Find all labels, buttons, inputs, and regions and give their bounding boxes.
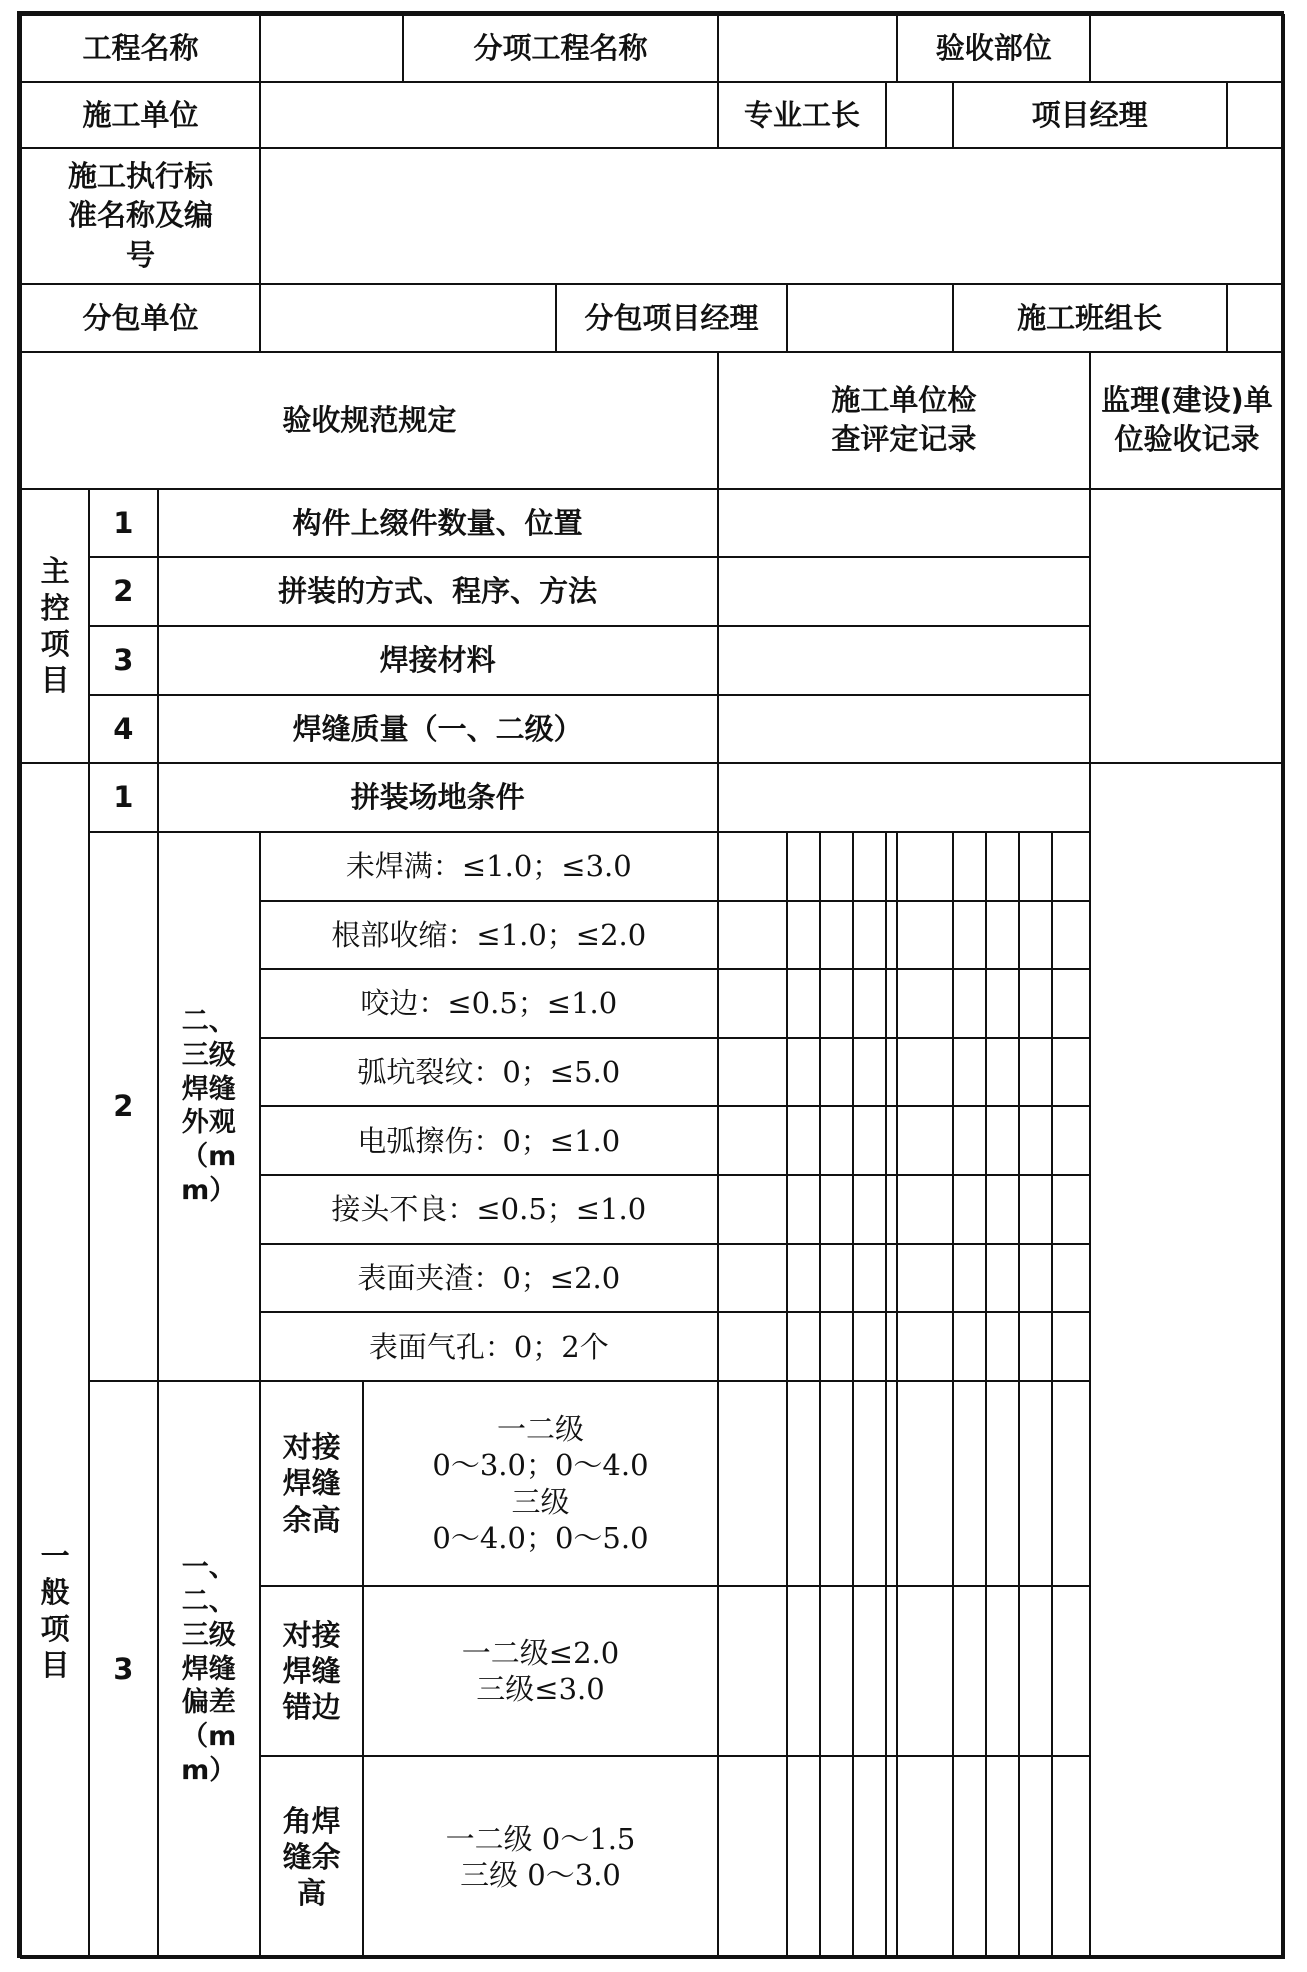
check-cell[interactable] — [1019, 1756, 1052, 1958]
spec-column-header: 验收规范规定 — [21, 352, 718, 488]
sub-project-name-label: 分项工程名称 — [403, 15, 717, 82]
check-cell[interactable] — [886, 832, 897, 901]
main-control-item: 焊接材料 — [158, 626, 718, 695]
check-cell[interactable] — [886, 1586, 897, 1756]
check-cell[interactable] — [886, 1756, 897, 1958]
team-leader-value[interactable] — [1227, 284, 1284, 353]
criterion-line: 一二级 0～1.5 — [445, 1821, 636, 1856]
check-cell[interactable] — [1052, 1038, 1090, 1107]
general-item: 拼装场地条件 — [158, 763, 718, 832]
check-cell[interactable] — [820, 1312, 853, 1381]
check-cell[interactable] — [820, 1106, 853, 1175]
weld-appearance-criterion: 弧坑裂纹：0；≤5.0 — [260, 1038, 718, 1107]
criterion-line: 0～4.0；0～5.0 — [432, 1520, 649, 1555]
check-cell[interactable] — [787, 1038, 820, 1107]
main-control-label — [21, 489, 89, 764]
project-manager-label: 项目经理 — [953, 82, 1227, 149]
check-cell[interactable] — [1052, 1586, 1090, 1756]
check-cell[interactable] — [718, 1586, 787, 1756]
general-item-no: 3 — [89, 1381, 157, 1958]
check-cell[interactable] — [886, 1106, 897, 1175]
criterion-line: 0～3.0；0～4.0 — [432, 1448, 649, 1483]
check-cell[interactable] — [853, 1038, 886, 1107]
check-cell[interactable] — [953, 969, 986, 1038]
check-cell[interactable] — [953, 1038, 986, 1107]
check-cell[interactable] — [853, 1106, 886, 1175]
check-cell[interactable] — [1019, 901, 1052, 970]
check-cell[interactable] — [1052, 1381, 1090, 1586]
check-cell[interactable] — [853, 1175, 886, 1244]
acceptance-form-table — [20, 14, 1285, 1959]
check-cell[interactable] — [853, 1381, 886, 1586]
check-cell[interactable] — [1019, 832, 1052, 901]
acceptance-part-label: 验收部位 — [897, 15, 1090, 82]
check-cell[interactable] — [897, 1381, 952, 1586]
check-cell[interactable] — [718, 1038, 787, 1107]
deviation-name — [260, 1381, 363, 1586]
check-cell[interactable] — [718, 969, 787, 1038]
main-control-check-cell[interactable] — [718, 489, 1090, 558]
main-control-item: 焊缝质量（一、二级） — [158, 695, 718, 764]
check-cell[interactable] — [787, 1756, 820, 1958]
check-cell[interactable] — [787, 1244, 820, 1313]
general-label-text: 一般项目 — [40, 1539, 70, 1682]
weld-appearance-criterion: 未焊满：≤1.0；≤3.0 — [260, 832, 718, 901]
criterion-line: 三级 0～3.0 — [460, 1857, 621, 1892]
check-cell[interactable] — [897, 1106, 952, 1175]
check-cell[interactable] — [718, 1756, 787, 1958]
check-cell[interactable] — [1019, 1244, 1052, 1313]
check-cell[interactable] — [853, 1756, 886, 1958]
project-name-label: 工程名称 — [21, 15, 260, 82]
project-manager-value[interactable] — [1227, 82, 1284, 149]
check-cell[interactable] — [953, 1312, 986, 1381]
check-cell[interactable] — [1052, 901, 1090, 970]
check-cell[interactable] — [953, 832, 986, 901]
check-cell[interactable] — [897, 901, 952, 970]
check-cell[interactable] — [718, 1312, 787, 1381]
check-cell[interactable] — [886, 969, 897, 1038]
general-item-no: 1 — [89, 763, 157, 832]
deviation-name-text: 对接焊缝余高 — [282, 1430, 341, 1537]
check-cell[interactable] — [986, 1756, 1019, 1958]
check-cell[interactable] — [886, 901, 897, 970]
deviation-criterion — [363, 1381, 717, 1586]
check-cell[interactable] — [853, 901, 886, 970]
weld-deviation-group-text: 一、二、三级焊缝偏差（mm） — [181, 1552, 237, 1786]
check-cell[interactable] — [953, 1244, 986, 1313]
check-cell[interactable] — [986, 1106, 1019, 1175]
standard-value[interactable] — [260, 148, 1284, 283]
check-cell[interactable] — [820, 1038, 853, 1107]
check-cell[interactable] — [886, 1381, 897, 1586]
main-control-label-text: 主控项目 — [40, 554, 70, 698]
check-cell[interactable] — [1052, 832, 1090, 901]
check-cell[interactable] — [953, 1756, 986, 1958]
main-control-no: 1 — [89, 489, 157, 558]
check-cell[interactable] — [986, 1312, 1019, 1381]
project-name-value[interactable] — [260, 15, 404, 82]
check-cell[interactable] — [953, 1381, 986, 1586]
deviation-name — [260, 1756, 363, 1958]
check-cell[interactable] — [820, 832, 853, 901]
sub-project-manager-value[interactable] — [787, 284, 953, 353]
deviation-name — [260, 1586, 363, 1756]
check-cell[interactable] — [820, 901, 853, 970]
check-cell[interactable] — [820, 1586, 853, 1756]
check-cell[interactable] — [886, 1244, 897, 1313]
check-cell[interactable] — [820, 1244, 853, 1313]
check-cell[interactable] — [897, 1038, 952, 1107]
check-cell[interactable] — [897, 969, 952, 1038]
check-cell[interactable] — [787, 1381, 820, 1586]
general-label — [21, 763, 89, 1958]
check-cell[interactable] — [787, 901, 820, 970]
supervision-column-header — [1090, 352, 1284, 488]
main-control-no: 3 — [89, 626, 157, 695]
check-cell[interactable] — [1019, 1038, 1052, 1107]
check-cell[interactable] — [853, 1586, 886, 1756]
check-cell[interactable] — [886, 1038, 897, 1107]
check-cell[interactable] — [986, 1038, 1019, 1107]
acceptance-part-value[interactable] — [1090, 15, 1284, 82]
check-cell[interactable] — [820, 969, 853, 1038]
check-cell[interactable] — [787, 1312, 820, 1381]
deviation-criterion — [363, 1586, 717, 1756]
main-control-check-cell[interactable] — [718, 695, 1090, 764]
criterion-line: 一二级≤2.0 — [461, 1635, 620, 1670]
foreman-label: 专业工长 — [718, 82, 887, 149]
check-cell[interactable] — [787, 1586, 820, 1756]
check-cell[interactable] — [853, 1312, 886, 1381]
check-cell[interactable] — [953, 901, 986, 970]
deviation-criterion — [363, 1756, 717, 1958]
main-control-check-cell[interactable] — [718, 626, 1090, 695]
check-cell[interactable] — [1052, 1175, 1090, 1244]
foreman-value[interactable] — [886, 82, 952, 149]
check-cell[interactable] — [718, 1106, 787, 1175]
subcontractor-label: 分包单位 — [21, 284, 260, 353]
check-cell[interactable] — [718, 901, 787, 970]
check-cell[interactable] — [986, 1381, 1019, 1586]
check-cell[interactable] — [986, 1586, 1019, 1756]
check-cell[interactable] — [1019, 969, 1052, 1038]
team-leader-label: 施工班组长 — [953, 284, 1227, 353]
check-cell[interactable] — [986, 1244, 1019, 1313]
main-control-supervision-cell[interactable] — [1090, 489, 1284, 764]
construction-unit-label: 施工单位 — [21, 82, 260, 149]
standard-label — [21, 148, 260, 283]
check-cell[interactable] — [1019, 1381, 1052, 1586]
general-check-cell[interactable] — [718, 763, 1090, 832]
weld-appearance-group — [158, 832, 260, 1381]
check-cell[interactable] — [897, 1244, 952, 1313]
sub-project-manager-label: 分包项目经理 — [556, 284, 787, 353]
standard-label-text: 施工执行标准名称及编号 — [67, 159, 213, 272]
supervision-header-text: 监理(建设)单位验收记录 — [1101, 383, 1273, 457]
check-cell[interactable] — [1052, 969, 1090, 1038]
check-cell[interactable] — [820, 1756, 853, 1958]
check-cell[interactable] — [986, 969, 1019, 1038]
construction-unit-value[interactable] — [260, 82, 718, 149]
check-cell[interactable] — [853, 1244, 886, 1313]
check-cell[interactable] — [1019, 1106, 1052, 1175]
weld-appearance-criterion: 表面气孔：0；2个 — [260, 1312, 718, 1381]
main-control-no: 4 — [89, 695, 157, 764]
main-control-check-cell[interactable] — [718, 557, 1090, 626]
deviation-name-text: 对接焊缝错边 — [282, 1617, 341, 1725]
check-cell[interactable] — [953, 1586, 986, 1756]
check-cell[interactable] — [1052, 1244, 1090, 1313]
main-control-no: 2 — [89, 557, 157, 626]
check-cell[interactable] — [986, 1175, 1019, 1244]
check-cell[interactable] — [787, 832, 820, 901]
check-cell[interactable] — [886, 1175, 897, 1244]
check-cell[interactable] — [853, 969, 886, 1038]
criterion-line: 三级 — [511, 1484, 570, 1519]
weld-appearance-criterion: 咬边：≤0.5；≤1.0 — [260, 969, 718, 1038]
check-cell[interactable] — [853, 832, 886, 901]
check-cell[interactable] — [1052, 1106, 1090, 1175]
check-cell[interactable] — [897, 1312, 952, 1381]
main-control-item: 构件上缀件数量、位置 — [158, 489, 718, 558]
check-cell[interactable] — [718, 1381, 787, 1586]
check-cell[interactable] — [886, 1312, 897, 1381]
weld-appearance-group-text: 二、三级焊缝外观（mm） — [181, 1006, 237, 1206]
check-cell[interactable] — [953, 1175, 986, 1244]
criterion-line: 三级≤3.0 — [476, 1671, 605, 1706]
general-supervision-cell[interactable] — [1090, 763, 1284, 1958]
weld-appearance-criterion: 接头不良：≤0.5；≤1.0 — [260, 1175, 718, 1244]
check-cell[interactable] — [1052, 1312, 1090, 1381]
deviation-name-text: 角焊缝余高 — [282, 1803, 341, 1910]
check-cell[interactable] — [986, 832, 1019, 901]
main-control-item: 拼装的方式、程序、方法 — [158, 557, 718, 626]
check-cell[interactable] — [986, 901, 1019, 970]
weld-appearance-criterion: 表面夹渣：0；≤2.0 — [260, 1244, 718, 1313]
criterion-line: 一二级 — [496, 1412, 584, 1447]
general-item-no: 2 — [89, 832, 157, 1381]
check-cell[interactable] — [718, 832, 787, 901]
construction-check-header-text: 施工单位检查评定记录 — [831, 383, 977, 457]
check-cell[interactable] — [1052, 1756, 1090, 1958]
check-cell[interactable] — [897, 1175, 952, 1244]
check-cell[interactable] — [953, 1106, 986, 1175]
weld-deviation-group — [158, 1381, 260, 1958]
subcontractor-value[interactable] — [260, 284, 556, 353]
check-cell[interactable] — [787, 1106, 820, 1175]
sub-project-name-value[interactable] — [718, 15, 898, 82]
check-cell[interactable] — [897, 832, 952, 901]
check-cell[interactable] — [820, 1175, 853, 1244]
check-cell[interactable] — [820, 1381, 853, 1586]
check-cell[interactable] — [1019, 1312, 1052, 1381]
weld-appearance-criterion: 根部收缩：≤1.0；≤2.0 — [260, 901, 718, 970]
check-cell[interactable] — [718, 1244, 787, 1313]
check-cell[interactable] — [787, 1175, 820, 1244]
check-cell[interactable] — [1019, 1175, 1052, 1244]
check-cell[interactable] — [897, 1586, 952, 1756]
check-cell[interactable] — [1019, 1586, 1052, 1756]
check-cell[interactable] — [718, 1175, 787, 1244]
construction-check-column-header — [718, 352, 1090, 488]
check-cell[interactable] — [787, 969, 820, 1038]
check-cell[interactable] — [897, 1756, 952, 1958]
weld-appearance-criterion: 电弧擦伤：0；≤1.0 — [260, 1106, 718, 1175]
